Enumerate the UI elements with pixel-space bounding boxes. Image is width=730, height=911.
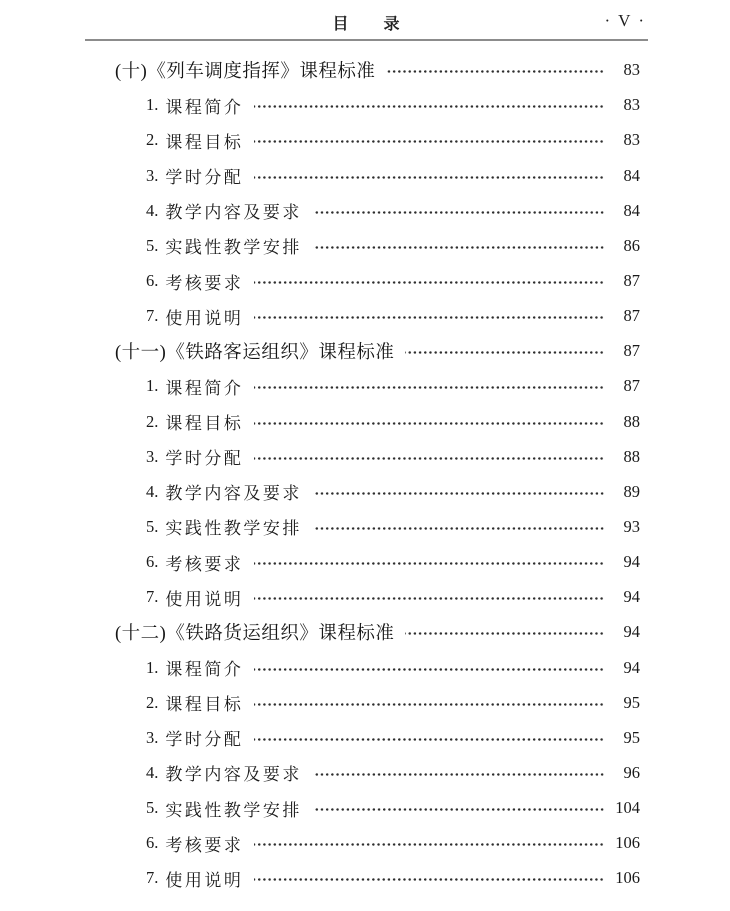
toc-entry-text: 实践性教学安排 <box>165 238 302 258</box>
toc-entry <box>85 439 648 474</box>
toc-entry <box>85 123 648 158</box>
toc-entry <box>85 53 648 88</box>
toc-entry <box>85 299 648 334</box>
toc-entry-page: 83 <box>623 60 640 80</box>
toc-entry-num: 2. <box>146 411 159 431</box>
toc-entry-page: 86 <box>623 235 640 255</box>
toc-entry-num: 6. <box>146 552 159 572</box>
dot-leader <box>254 451 605 465</box>
page-header <box>85 11 648 33</box>
toc-entry <box>85 685 648 720</box>
toc-entry <box>85 755 648 790</box>
toc-entry-text: 课程目标 <box>165 414 244 434</box>
toc-entry-page: 94 <box>623 587 640 607</box>
dot-leader <box>386 65 605 79</box>
toc-entry <box>85 193 648 228</box>
toc-entry-text: 实践性教学安排 <box>165 800 302 820</box>
toc-entry <box>85 580 648 615</box>
toc-entry-num: 6. <box>146 833 159 853</box>
dot-leader <box>254 170 605 184</box>
toc-entry-num: 3. <box>146 727 159 747</box>
toc-entry <box>85 474 648 509</box>
dot-leader <box>254 732 605 746</box>
toc-entry-num: 2. <box>146 692 159 712</box>
toc-entry-page: 87 <box>623 306 640 326</box>
dot-leader <box>254 873 605 887</box>
dot-leader <box>254 381 605 395</box>
toc-entry-page: 87 <box>623 271 640 290</box>
dot-leader <box>254 592 605 606</box>
toc-entry-text: 学时分配 <box>165 449 244 469</box>
toc-entry-page: 94 <box>623 552 640 572</box>
toc-entry <box>85 791 648 826</box>
toc-entry-text: 课程目标 <box>165 695 244 715</box>
toc-entry-num: 4. <box>146 762 159 782</box>
toc-entry-text: 教学内容及要求 <box>165 765 302 785</box>
toc-entry-page: 88 <box>623 411 640 431</box>
toc-entry-page: 87 <box>623 376 640 396</box>
toc-entry-page: 89 <box>623 481 640 501</box>
toc-entry-page: 88 <box>623 446 640 466</box>
dot-leader <box>313 521 605 535</box>
toc-entry-page: 95 <box>623 727 640 747</box>
toc-entry <box>85 158 648 193</box>
page-number-marker: · V · <box>604 11 646 30</box>
toc-entry-num: 3. <box>146 446 159 466</box>
toc-entry-text: (十二)《铁路货运组织》课程标准 <box>115 624 395 645</box>
toc-entry-num: 1. <box>146 657 159 677</box>
toc-entry-text: 学时分配 <box>165 730 244 750</box>
dot-leader <box>254 135 605 149</box>
toc-entry-text: 课程简介 <box>165 97 244 117</box>
toc-entry <box>85 88 648 123</box>
dot-leader <box>254 100 605 114</box>
toc-entry <box>85 509 648 544</box>
toc-entry-text: 教学内容及要求 <box>165 484 302 504</box>
dot-leader <box>254 838 605 852</box>
toc-entry-page: 84 <box>623 165 640 185</box>
toc-entry-num: 7. <box>146 868 159 888</box>
toc-entry-page: 104 <box>615 798 640 818</box>
dot-leader <box>254 276 605 290</box>
dot-leader <box>313 205 605 219</box>
toc-entry-page: 96 <box>623 762 640 782</box>
toc-entry-text: 课程简介 <box>165 660 244 680</box>
dot-leader <box>313 767 605 781</box>
toc-entry <box>85 404 648 439</box>
toc-entry <box>85 545 648 580</box>
dot-leader <box>254 557 605 571</box>
toc-entry-text: 使用说明 <box>165 308 244 328</box>
dot-leader <box>254 662 605 676</box>
toc-entry-page: 83 <box>623 130 640 150</box>
toc-entry-page: 94 <box>623 622 640 642</box>
toc-entry-num: 6. <box>146 271 159 290</box>
toc-entry-num: 4. <box>146 200 159 220</box>
toc-list <box>85 53 648 896</box>
dot-leader <box>313 486 605 500</box>
dot-leader <box>313 803 605 817</box>
toc-entry <box>85 334 648 369</box>
toc-entry-text: 教学内容及要求 <box>165 203 302 223</box>
toc-entry-num: 1. <box>146 95 159 115</box>
toc-entry-page: 106 <box>615 868 640 888</box>
toc-entry-num: 2. <box>146 130 159 150</box>
toc-entry-num: 4. <box>146 481 159 501</box>
toc-entry <box>85 263 648 298</box>
toc-entry <box>85 369 648 404</box>
toc-entry-page: 95 <box>623 692 640 712</box>
toc-entry-text: 学时分配 <box>165 168 244 188</box>
dot-leader <box>405 346 605 360</box>
toc-entry-text: 课程目标 <box>165 132 244 152</box>
toc-entry-text: (十一)《铁路客运组织》课程标准 <box>115 343 395 364</box>
toc-entry-text: 考核要求 <box>165 273 244 293</box>
dot-leader <box>313 240 605 254</box>
toc-entry-num: 1. <box>146 376 159 396</box>
toc-entry-page: 106 <box>615 833 640 853</box>
toc-entry-page: 93 <box>623 516 640 536</box>
dot-leader <box>254 416 605 430</box>
toc-entry-text: 使用说明 <box>165 870 244 890</box>
toc-entry <box>85 861 648 896</box>
toc-entry-num: 5. <box>146 798 159 818</box>
toc-entry-text: 考核要求 <box>165 554 244 574</box>
toc-entry-num: 5. <box>146 516 159 536</box>
toc-entry <box>85 615 648 650</box>
dot-leader <box>254 311 605 325</box>
toc-entry <box>85 720 648 755</box>
toc-entry <box>85 650 648 685</box>
toc-entry <box>85 826 648 861</box>
dot-leader <box>405 627 605 641</box>
header-rule <box>85 39 648 41</box>
toc-entry-page: 83 <box>623 95 640 115</box>
toc-entry-text: 课程简介 <box>165 378 244 398</box>
toc-entry-text: 考核要求 <box>165 835 244 855</box>
toc-entry-num: 3. <box>146 165 159 185</box>
page-title: 目 录 <box>332 16 401 33</box>
toc-entry-num: 5. <box>146 235 159 255</box>
toc-entry-text: 实践性教学安排 <box>165 519 302 539</box>
toc-entry-page: 84 <box>623 200 640 220</box>
toc-entry <box>85 228 648 263</box>
toc-entry-num: 7. <box>146 587 159 607</box>
toc-entry-text: (十)《列车调度指挥》课程标准 <box>115 62 376 83</box>
dot-leader <box>254 697 605 711</box>
toc-entry-text: 使用说明 <box>165 589 244 609</box>
toc-entry-num: 7. <box>146 306 159 326</box>
toc-entry-page: 87 <box>623 341 640 361</box>
toc-entry-page: 94 <box>623 657 640 677</box>
